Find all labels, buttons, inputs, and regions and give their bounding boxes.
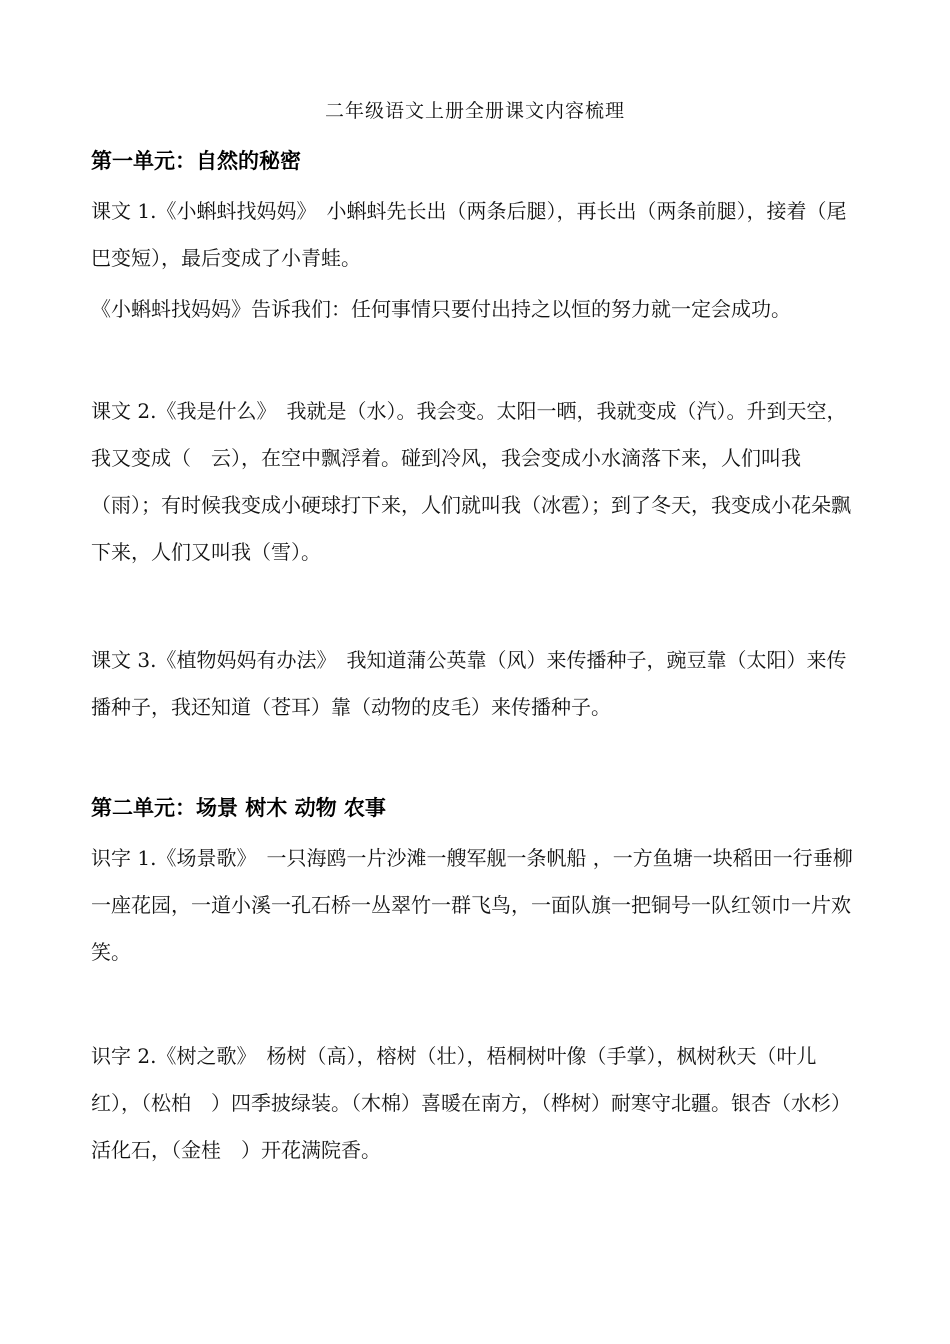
unit1-heading: 第一单元：自然的秘密 [91,149,301,173]
unit1-lesson1-moral: 《小蝌蚪找妈妈》告诉我们：任何事情只要付出持之以恒的努力就一定会成功。 [91,297,791,321]
unit1-lesson3-paragraph: 课文 3.《植物妈妈有办法》 我知道蒲公英靠（风）来传播种子，豌豆靠（太阳）来传播种子，我还知道（苍耳）靠（动物的皮毛）来传播种子。 [91,648,847,719]
unit1-lesson2-paragraph: 课文 2.《我是什么》 我就是（水）。我会变。太阳一晒，我就变成（汽）。升到天空，我又变成（ 云），在空中飘浮着。碰到冷风，我会变成小水滴落下来，人们叫我（雨）；有时候我变成小硬球打下来，人们就叫我（冰雹）；到了冬天，我变成小花朵飘下来，人们又叫我（雪）。 [91,399,851,564]
unit2-literacy1-paragraph: 识字 1.《场景歌》 一只海鸥一片沙滩一艘军舰一条帆船 ，一方鱼塘一块稻田一行垂柳一座花园，一道小溪一孔石桥一丛翠竹一群飞鸟，一面队旗一把铜号一队红领巾一片欢笑。 [91,846,853,964]
unit2-literacy2-paragraph: 识字 2.《树之歌》 杨树（高），榕树（壮），梧桐树叶像（手掌），枫树秋天（叶儿红），（松柏 ）四季披绿装。（木棉）喜暖在南方，（桦树）耐寒守北疆。银杏（水杉）活化石，（金桂 ）开花满院香。 [91,1044,851,1162]
document-title: 二年级语文上册全册课文内容梳理 [324,100,625,122]
unit1-lesson1-paragraph: 课文 1.《小蝌蚪找妈妈》 小蝌蚪先长出（两条后腿），再长出（两条前腿），接着（尾巴变短），最后变成了小青蛙。 [91,199,847,270]
unit2-heading: 第二单元：场景 树木 动物 农事 [91,796,386,820]
